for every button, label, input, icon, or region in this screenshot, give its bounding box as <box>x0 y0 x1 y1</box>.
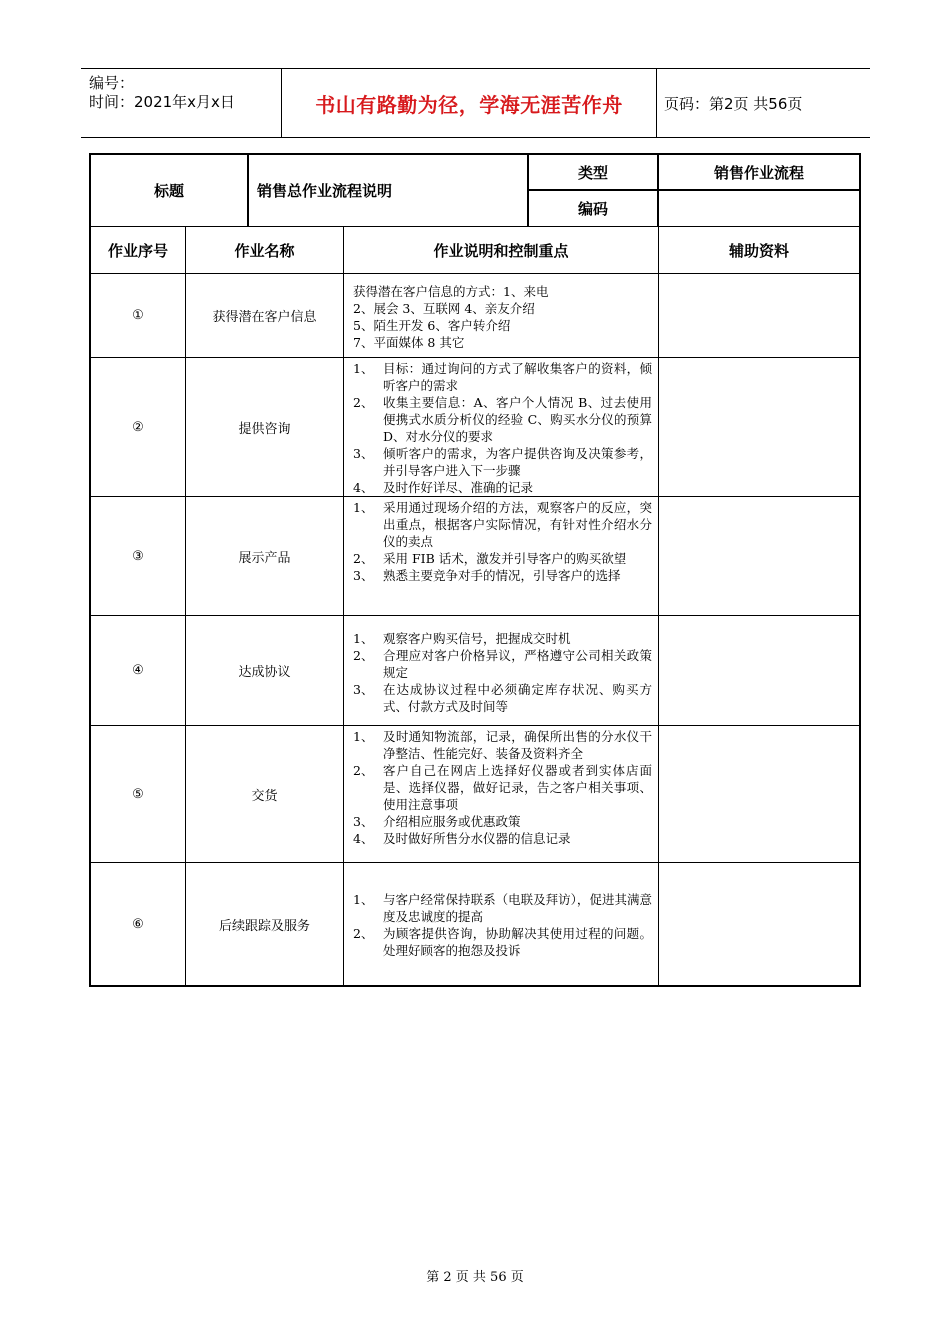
item-text: 为顾客提供咨询，协助解决其使用过程的问题。处理好顾客的抱怨及投诉 <box>383 926 652 958</box>
item-number: 3、 <box>353 814 374 829</box>
item-number: 4、 <box>353 831 374 846</box>
item-number: 2、 <box>353 395 374 410</box>
description-item <box>353 550 652 567</box>
item-text: 与客户经常保持联系（电联及拜访），促进其满意度及忠诚度的提高 <box>383 892 652 924</box>
row-description <box>344 283 658 357</box>
header-motto-cell <box>281 69 657 137</box>
item-number: 2、 <box>353 648 374 663</box>
item-number: 3、 <box>353 446 374 461</box>
description-item <box>353 647 652 681</box>
header-meta <box>81 69 281 137</box>
description-item <box>353 394 652 445</box>
process-table <box>89 153 861 987</box>
item-text: 及时通知物流部，记录，确保所出售的分水仪干净整洁、性能完好、装备及资料齐全 <box>383 729 652 761</box>
item-number: 1、 <box>353 500 374 515</box>
description-item <box>353 681 652 715</box>
type-label: 类型 <box>577 163 608 182</box>
description-item <box>353 479 652 496</box>
item-text: 采用 FIB 话术，激发并引导客户的购买欲望 <box>383 551 627 566</box>
item-number: 3、 <box>353 568 374 583</box>
row-seq: ④ <box>132 663 144 678</box>
row-aux <box>659 274 859 357</box>
page-number-label: 页码：第2页 共56页 <box>664 94 803 113</box>
column-header-name: 作业名称 <box>234 241 295 260</box>
item-text: 目标：通过询问的方式了解收集客户的资料，倾听客户的需求 <box>383 361 652 393</box>
page-footer: 第 2 页 共 56 页 <box>426 1270 524 1285</box>
description-item <box>353 728 652 762</box>
item-number: 1、 <box>353 892 374 907</box>
title-label: 标题 <box>153 182 184 200</box>
row-description <box>344 630 658 725</box>
row-description <box>344 728 658 862</box>
document-time-label: 时间：2021年x月x日 <box>89 93 235 111</box>
description-item <box>353 499 652 550</box>
row-aux <box>659 863 859 985</box>
item-text: 及时作好详尽、准确的记录 <box>383 480 534 495</box>
row-description <box>344 360 658 496</box>
code-label: 编码 <box>577 200 608 218</box>
row-seq: ⑤ <box>132 786 144 802</box>
row-description <box>344 891 658 985</box>
description-item <box>353 925 652 959</box>
item-text: 在达成协议过程中必须确定库存状况、购买方式、付款方式及时间等 <box>383 682 652 714</box>
motto-text: 书山有路勤为径，学海无涯苦作舟 <box>315 92 623 117</box>
row-name: 提供咨询 <box>238 421 291 437</box>
item-text: 倾听客户的需求，为客户提供咨询及决策参考，并引导客户进入下一步骤 <box>383 446 652 478</box>
column-header-seq: 作业序号 <box>107 241 168 260</box>
item-text: 合理应对客户价格异议，严格遵守公司相关政策规定 <box>383 648 652 680</box>
title-value: 销售总作业流程说明 <box>257 182 393 200</box>
description-item <box>353 762 652 813</box>
description-item <box>353 567 652 584</box>
row-seq: ③ <box>132 548 144 564</box>
row-name: 后续跟踪及服务 <box>218 918 310 934</box>
item-number: 1、 <box>353 729 374 744</box>
item-number: 2、 <box>353 926 374 941</box>
item-text: 介绍相应服务或优惠政策 <box>383 814 521 829</box>
header-page-cell <box>656 69 870 137</box>
code-value <box>659 191 859 226</box>
item-text: 收集主要信息：A、客户个人情况 B、过去使用便携式水质分析仪的经验 C、购买水分仪的预算 D、对水分仪的要求 <box>383 395 652 444</box>
item-text: 客户自己在网店上选择好仪器或者到实体店面是、选择仪器，做好记录，告之客户相关事项、使用注意事项 <box>383 763 652 812</box>
item-text: 采用通过现场介绍的方法，观察客户的反应，突出重点，根据客户实际情况，有针对性介绍水分仪的卖点 <box>383 500 652 549</box>
item-text: 观察客户购买信号，把握成交时机 <box>383 631 571 646</box>
row-name: 交货 <box>251 788 278 804</box>
row-name: 达成协议 <box>238 665 291 680</box>
description-item <box>353 830 652 847</box>
description-item <box>353 360 652 394</box>
row-name: 展示产品 <box>238 550 291 566</box>
row-seq: ⑥ <box>132 916 144 932</box>
item-number: 2、 <box>353 763 374 778</box>
description-item <box>353 445 652 479</box>
description-item <box>353 891 652 925</box>
row-aux <box>659 497 859 615</box>
row-name: 获得潜在客户信息 <box>212 310 317 325</box>
row-seq: ① <box>132 308 144 323</box>
row-aux <box>659 358 859 496</box>
column-header-desc: 作业说明和控制重点 <box>433 241 569 260</box>
item-number: 1、 <box>353 631 374 646</box>
item-number: 3、 <box>353 682 374 697</box>
item-text: 及时做好所售分水仪器的信息记录 <box>383 831 571 846</box>
type-value: 销售作业流程 <box>713 163 804 182</box>
document-number-label: 编号： <box>89 74 135 92</box>
page-header <box>81 68 870 138</box>
row-seq: ② <box>132 419 144 435</box>
row-description <box>344 499 658 615</box>
item-number: 4、 <box>353 480 374 495</box>
description-item <box>353 630 652 647</box>
item-text: 熟悉主要竞争对手的情况，引导客户的选择 <box>383 568 621 583</box>
item-number: 1、 <box>353 361 374 376</box>
row-aux <box>659 616 859 725</box>
column-header-aux: 辅助资料 <box>728 241 789 260</box>
row-aux <box>659 726 859 862</box>
item-number: 2、 <box>353 551 374 566</box>
description-item <box>353 813 652 830</box>
description-text: 获得潜在客户信息的方式：1、来电 2、展会 3、互联网 4、亲友介绍 5、陌生开发 6、客户转介绍 7、平面媒体 8 其它 <box>353 284 549 350</box>
